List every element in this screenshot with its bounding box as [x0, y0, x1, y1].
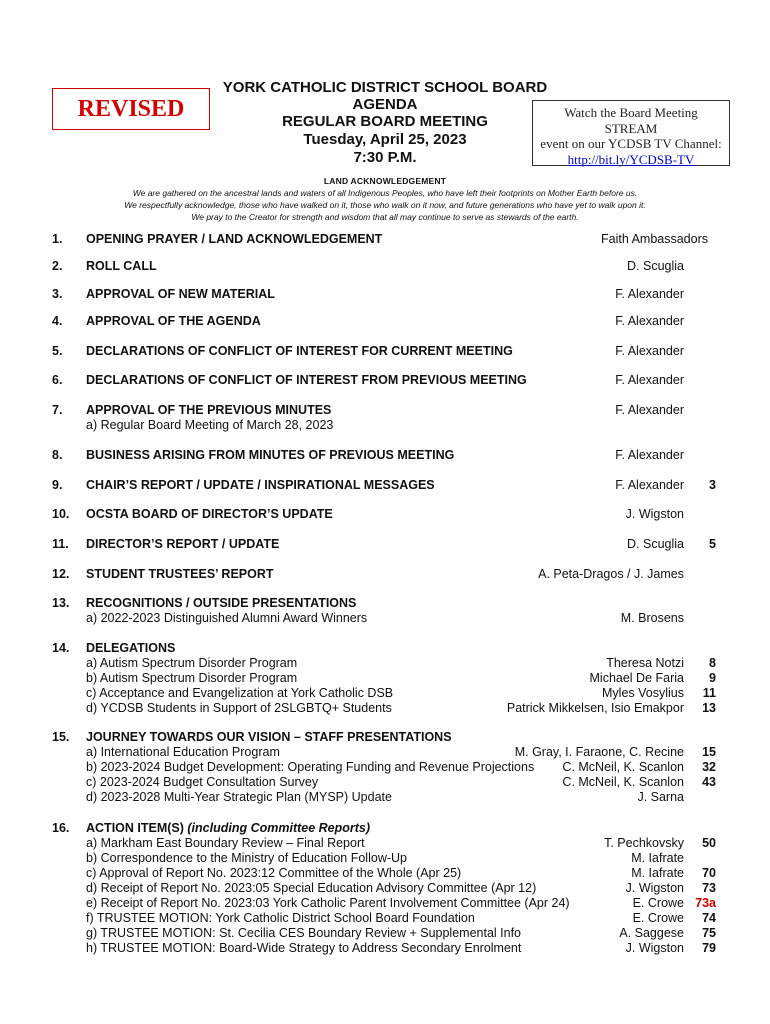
agenda-item-number: 14. [52, 641, 70, 655]
meeting-date: Tuesday, April 25, 2023 [303, 131, 467, 148]
agenda-item-number: 1. [52, 232, 63, 246]
agenda-sub-presenter: M. Iafrate [631, 851, 684, 865]
agenda-sub-page: 73a [695, 896, 716, 910]
agenda-sub-presenter: M. Gray, I. Faraone, C. Recine [514, 745, 684, 759]
agenda-sub-page: 70 [702, 866, 716, 880]
agenda-item-number: 6. [52, 373, 63, 387]
agenda-item-presenter: J. Wigston [625, 507, 684, 521]
meeting-time: 7:30 P.M. [353, 149, 417, 166]
agenda-item-presenter: F. Alexander [615, 314, 684, 328]
agenda-item-number: 7. [52, 403, 63, 417]
agenda-item-presenter: F. Alexander [615, 403, 684, 417]
land-ack-line-2: We respectfully acknowledge, those who have walked on it, those who walk on it now, and future generations who have yet to walk upon it. [124, 200, 646, 210]
meeting-type: REGULAR BOARD MEETING [282, 113, 488, 130]
agenda-item-presenter: F. Alexander [615, 344, 684, 358]
agenda-sub-item: c) Acceptance and Evangelization at York Catholic DSB [86, 686, 394, 700]
agenda-item-title: RECOGNITIONS / OUTSIDE PRESENTATIONS [86, 596, 357, 610]
agenda-item-number: 2. [52, 259, 63, 273]
agenda-item-title: JOURNEY TOWARDS OUR VISION – STAFF PRESENTATIONS [86, 730, 452, 744]
agenda-item-presenter: D. Scuglia [627, 537, 684, 551]
land-ack-line-3: We pray to the Creator for strength and wisdom that all may continue to serve as stewards of the earth. [191, 212, 579, 222]
agenda-sub-presenter: Patrick Mikkelsen, Isio Emakpor [506, 701, 684, 715]
agenda-sub-item: a) International Education Program [86, 745, 280, 759]
agenda-item-presenter: F. Alexander [615, 448, 684, 462]
agenda-item-title: DECLARATIONS OF CONFLICT OF INTEREST FROM PREVIOUS MEETING [86, 373, 527, 387]
agenda-item-presenter: F. Alexander [615, 287, 684, 301]
agenda-sub-page: 11 [702, 686, 716, 700]
agenda-sub-page: 32 [702, 760, 716, 774]
agenda-sub-presenter: T. Pechkovsky [604, 836, 684, 850]
agenda-sub-presenter: E. Crowe [632, 911, 684, 925]
stream-line-1: Watch the Board Meeting [564, 105, 698, 120]
agenda-item-title: STUDENT TRUSTEES’ REPORT [86, 567, 274, 581]
agenda-item-title: ROLL CALL [86, 259, 157, 273]
agenda-sub-page: 74 [702, 911, 716, 925]
agenda-title: AGENDA [352, 96, 418, 113]
agenda-item-number: 12. [52, 567, 70, 581]
agenda-sub-item: d) YCDSB Students in Support of 2SLGBTQ+ Students [86, 701, 392, 715]
agenda-item-number: 9. [52, 478, 63, 492]
agenda-item-title: BUSINESS ARISING FROM MINUTES OF PREVIOUS MEETING [86, 448, 455, 462]
agenda-sub-item: f) TRUSTEE MOTION: York Catholic District School Board Foundation [86, 911, 475, 925]
agenda-sub-item: b) 2023-2024 Budget Development: Operating Funding and Revenue Projections [86, 760, 535, 774]
agenda-sub-presenter: M. Brosens [620, 611, 684, 625]
land-ack-line-1: We are gathered on the ancestral lands and waters of all Indigenous Peoples, who have left their footprints on Mother Earth before us. [132, 188, 638, 198]
agenda-sub-page: 43 [702, 775, 716, 789]
stream-link[interactable]: http://bit.ly/YCDSB-TV [567, 151, 695, 167]
agenda-sub-presenter: A. Saggese [619, 926, 684, 940]
agenda-sub-item: d) 2023-2028 Multi-Year Strategic Plan (MYSP) Update [86, 790, 392, 804]
agenda-sub-presenter: Myles Vosylius [602, 686, 684, 700]
land-acknowledgement-title: LAND ACKNOWLEDGEMENT [323, 176, 447, 186]
agenda-item-number: 5. [52, 344, 63, 358]
agenda-sub-page: 8 [709, 656, 716, 670]
agenda-item-presenter: D. Scuglia [627, 259, 684, 273]
agenda-sub-presenter: J. Sarna [637, 790, 684, 804]
agenda-sub-item: g) TRUSTEE MOTION: St. Cecilia CES Boundary Review + Supplemental Info [86, 926, 522, 940]
agenda-item-title: OCSTA BOARD OF DIRECTOR’S UPDATE [86, 507, 333, 521]
agenda-item-title: APPROVAL OF NEW MATERIAL [86, 287, 275, 301]
agenda-sub-presenter: J. Wigston [625, 881, 684, 895]
agenda-item-number: 16. [52, 821, 70, 835]
agenda-sub-page: 15 [702, 745, 716, 759]
agenda-sub-item: e) Receipt of Report No. 2023:03 York Catholic Parent Involvement Committee (Apr 24) [86, 896, 570, 910]
agenda-sub-presenter: Michael De Faria [589, 671, 684, 685]
agenda-item-number: 10. [52, 507, 70, 521]
agenda-item-presenter: A. Peta-Dragos / J. James [538, 567, 684, 581]
agenda-item-title: OPENING PRAYER / LAND ACKNOWLEDGEMENT [86, 232, 383, 246]
agenda-item-title: APPROVAL OF THE AGENDA [86, 314, 261, 328]
agenda-sub-item: a) 2022-2023 Distinguished Alumni Award Winners [86, 611, 368, 625]
agenda-sub-item: a) Autism Spectrum Disorder Program [86, 656, 298, 670]
agenda-sub-page: 50 [702, 836, 716, 850]
agenda-item-number: 4. [52, 314, 63, 328]
stream-info-box [532, 100, 730, 166]
agenda-item-number: 3. [52, 287, 63, 301]
agenda-sub-item: b) Correspondence to the Ministry of Education Follow-Up [86, 851, 407, 865]
agenda-item-title: APPROVAL OF THE PREVIOUS MINUTES [86, 403, 332, 417]
agenda-item-title: DIRECTOR’S REPORT / UPDATE [86, 537, 280, 551]
agenda-sub-presenter: J. Wigston [625, 941, 684, 955]
agenda-item-title: DELEGATIONS [86, 641, 176, 655]
agenda-sub-item: a) Regular Board Meeting of March 28, 2023 [86, 418, 334, 432]
agenda-item-number: 15. [52, 730, 70, 744]
stream-line-3: event on our YCDSB TV Channel: [540, 136, 722, 151]
agenda-sub-presenter: C. McNeil, K. Scanlon [562, 760, 684, 774]
agenda-sub-presenter: Theresa Notzi [606, 656, 684, 670]
agenda-sub-presenter: E. Crowe [632, 896, 684, 910]
agenda-sub-presenter: C. McNeil, K. Scanlon [562, 775, 684, 789]
agenda-sub-item: c) Approval of Report No. 2023:12 Committee of the Whole (Apr 25) [86, 866, 462, 880]
stream-line-2: STREAM [604, 120, 658, 136]
agenda-item-presenter: Faith Ambassadors [601, 232, 708, 246]
agenda-sub-page: 79 [702, 941, 716, 955]
agenda-sub-item: b) Autism Spectrum Disorder Program [86, 671, 298, 685]
agenda-sub-item: d) Receipt of Report No. 2023:05 Special Education Advisory Committee (Apr 12) [86, 881, 537, 895]
agenda-sub-item: h) TRUSTEE MOTION: Board-Wide Strategy to Address Secondary Enrolment [86, 941, 522, 955]
agenda-item-presenter: F. Alexander [615, 373, 684, 387]
agenda-sub-page: 13 [702, 701, 716, 715]
agenda-sub-item: c) 2023-2024 Budget Consultation Survey [86, 775, 319, 789]
board-name: YORK CATHOLIC DISTRICT SCHOOL BOARD [222, 79, 548, 96]
agenda-item-number: 11. [52, 537, 69, 551]
agenda-sub-item: a) Markham East Boundary Review – Final Report [86, 836, 365, 850]
agenda-sub-page: 75 [702, 926, 716, 940]
agenda-sub-presenter: M. Iafrate [631, 866, 684, 880]
agenda-item-number: 8. [52, 448, 63, 462]
agenda-item-title: ACTION ITEM(S) (including Committee Reports) [86, 821, 371, 835]
agenda-item-title-note: (including Committee Reports) [183, 821, 371, 835]
agenda-item-title: DECLARATIONS OF CONFLICT OF INTEREST FOR CURRENT MEETING [86, 344, 513, 358]
agenda-item-page: 5 [709, 537, 716, 551]
agenda-sub-page: 9 [709, 671, 716, 685]
agenda-item-page: 3 [709, 478, 716, 492]
agenda-item-title: CHAIR’S REPORT / UPDATE / INSPIRATIONAL MESSAGES [86, 478, 435, 492]
agenda-item-presenter: F. Alexander [615, 478, 684, 492]
agenda-sub-page: 73 [702, 881, 716, 895]
revised-stamp: REVISED [52, 88, 210, 130]
agenda-item-number: 13. [52, 596, 70, 610]
